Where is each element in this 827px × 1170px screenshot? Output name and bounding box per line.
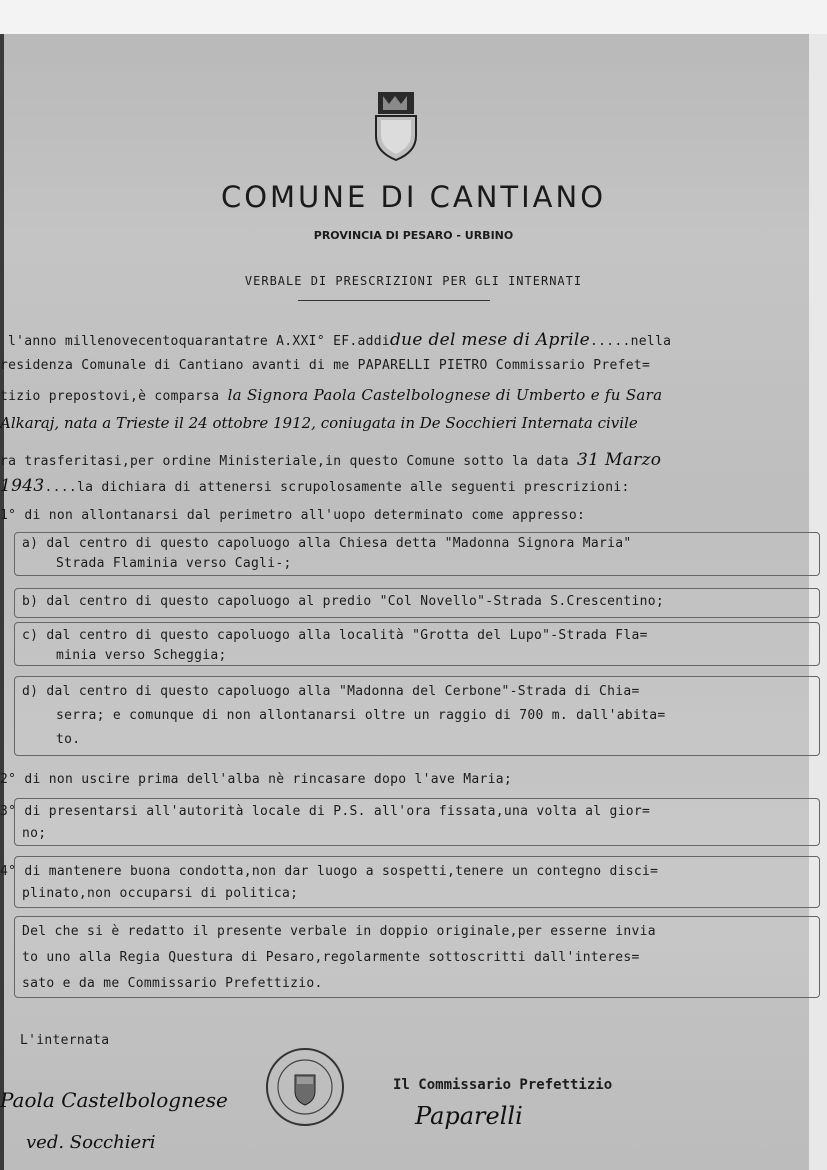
rule-3-line-1: 3° di presentarsi all'autorità locale di P.S. all'ora fissata,una volta al gior= bbox=[0, 804, 651, 819]
intro-line-2: residenza Comunale di Cantiano avanti di me PAPARELLI PIETRO Commissario Prefet= bbox=[0, 358, 651, 373]
rule-c-line-1: c) dal centro di questo capoluogo alla località "Grotta del Lupo"-Strada Fla= bbox=[22, 628, 648, 643]
rule-b-line-1: b) dal centro di questo capoluogo al predio "Col Novello"-Strada S.Crescentino; bbox=[22, 594, 665, 609]
report-heading: VERBALE DI PRESCRIZIONI PER GLI INTERNATI bbox=[244, 274, 583, 288]
province-subtitle: PROVINCIA DI PESARO - URBINO bbox=[313, 229, 514, 242]
handwritten-birth-details: Alkaraj, nata a Trieste il 24 ottobre 1912, coniugata in De Socchieri Internata civile bbox=[0, 414, 638, 432]
rule-4-line-1: 4° di mantenere buona condotta,non dar luogo a sospetti,tenere un contegno disci= bbox=[0, 864, 659, 879]
rule-3-line-2: no; bbox=[22, 826, 47, 841]
handwritten-name: la Signora Paola Castelbolognese di Umberto e fu Sara bbox=[227, 386, 663, 404]
rule-a-line-2: Strada Flaminia verso Cagli-; bbox=[56, 556, 292, 571]
internee-signature-second-line: ved. Socchieri bbox=[26, 1132, 156, 1153]
handwritten-date: due del mese di Aprile bbox=[389, 330, 590, 350]
rule-d-line-1: d) dal centro di questo capoluogo alla "Madonna del Cerbone"-Strada di Chia= bbox=[22, 684, 640, 699]
heading-divider bbox=[298, 300, 490, 301]
rule-4-line-2: plinato,non occuparsi di politica; bbox=[22, 886, 299, 901]
intro-appeared-prefix: tizio prepostovi,è comparsa bbox=[0, 389, 220, 404]
intro-transfer-prefix: ra trasferitasi,per ordine Ministeriale,in questo Comune sotto la data bbox=[0, 454, 569, 469]
handwritten-transfer-date: 31 Marzo bbox=[577, 450, 662, 470]
commissioner-label: Il Commissario Prefettizio bbox=[393, 1077, 613, 1093]
intro-line-1 bbox=[8, 330, 671, 350]
rule-c-line-2: minia verso Scheggia; bbox=[56, 648, 227, 663]
closing-line-1: Del che si è redatto il presente verbale in doppio originale,per esserne invia bbox=[22, 924, 656, 939]
intro-line-3 bbox=[0, 386, 662, 404]
intro-line-6 bbox=[0, 476, 630, 496]
rule-2: 2° di non uscire prima dell'alba nè rincasare dopo l'ave Maria; bbox=[0, 772, 512, 787]
closing-line-3: sato e da me Commissario Prefettizio. bbox=[22, 976, 323, 991]
rule-d-line-2: serra; e comunque di non allontanarsi oltre un raggio di 700 m. dall'abita= bbox=[56, 708, 666, 723]
rule-1: 1° di non allontanarsi dal perimetro all'uopo determinato come appresso: bbox=[0, 508, 586, 523]
document-title: COMUNE DI CANTIANO bbox=[220, 180, 607, 214]
rule-a-line-1: a) dal centro di questo capoluogo alla Chiesa detta "Madonna Signora Maria" bbox=[22, 536, 632, 551]
internee-label: L'internata bbox=[20, 1033, 110, 1048]
closing-line-2: to uno alla Regia Questura di Pesaro,regolarmente sottoscritti dall'interes= bbox=[22, 950, 640, 965]
internee-signature: Paola Castelbolognese bbox=[0, 1088, 228, 1112]
municipal-seal-icon bbox=[264, 1046, 346, 1128]
handwritten-year: 1943 bbox=[0, 476, 45, 496]
intro-date-suffix: .....nella bbox=[589, 334, 672, 349]
intro-line-5 bbox=[0, 450, 661, 470]
intro-declaration: ....la dichiara di attenersi scrupolosamente alle seguenti prescrizioni: bbox=[44, 480, 630, 495]
commissioner-signature: Paparelli bbox=[415, 1102, 523, 1130]
intro-date-prefix: l'anno millenovecentoquarantatre A.XXI° EF.addi bbox=[8, 334, 390, 349]
coat-of-arms-icon bbox=[373, 90, 419, 162]
rule-d-line-3: to. bbox=[56, 732, 81, 747]
